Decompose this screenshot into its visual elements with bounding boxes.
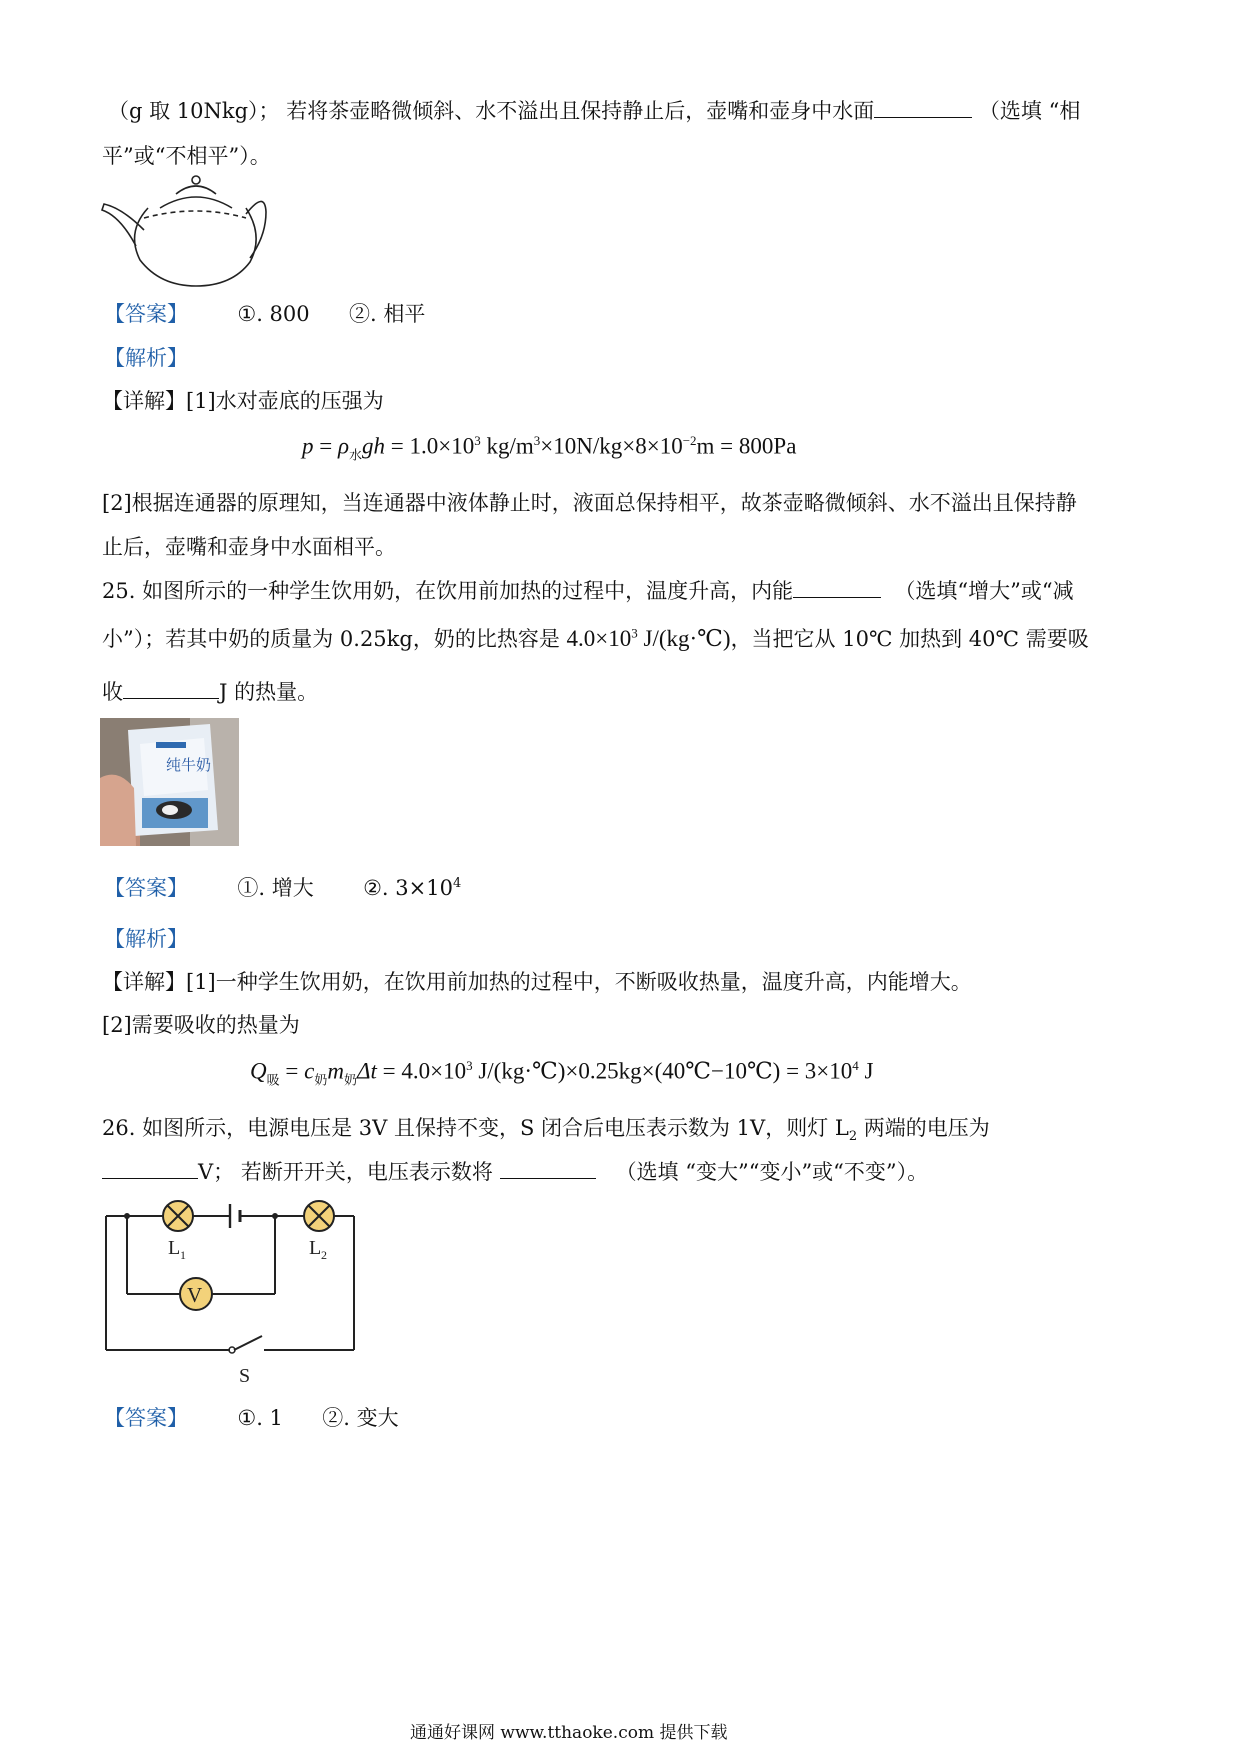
formula-c-sub: 奶 <box>314 1072 328 1088</box>
formula-part-c: ×10N/kg×8×10 <box>540 433 683 459</box>
formula-exp-3: 3 <box>474 433 481 448</box>
q26-line2-b: （选填 “变大”“变小”或“不变”）。 <box>615 1160 929 1184</box>
q24-detail-2-line1: [2]根据连通器的原理知，当连通器中液体静止时，液面总保持相平，故茶壶略微倾斜、水不溢出且保持静 <box>102 491 1077 515</box>
q26-answer-tag: 【答案】 <box>104 1406 188 1430</box>
formula-exp-3-2: 3 <box>466 1058 473 1073</box>
formula-dt: Δt <box>357 1058 377 1084</box>
q25-detail-1: 【详解】[1]一种学生饮用奶，在饮用前加热的过程中，不断吸收热量，温度升高，内能增大。 <box>102 970 972 994</box>
q26-line1: 26. 如图所示，电源电压是 3V 且保持不变，S 闭合后电压表示数为 1V，则灯 L <box>102 1116 849 1140</box>
q25-answer-tag: 【答案】 <box>104 876 188 900</box>
q24-answer-tag: 【答案】 <box>104 302 188 326</box>
lamp-l2 <box>304 1201 334 1231</box>
q26-blank-2 <box>500 1160 596 1179</box>
q25-question-line1 <box>102 575 1074 605</box>
formula-c: c <box>304 1058 315 1084</box>
formula-exp-3b: 3 <box>533 433 541 448</box>
q25-answer-2 <box>363 876 461 900</box>
q26-line2-a: V； 若断开开关，电压表示数将 <box>198 1160 493 1184</box>
q25-heat-exp: 3 <box>631 625 638 641</box>
q24-line1-end: （选填 “相 <box>978 99 1081 123</box>
q24-detail-2-line2: 止后，壶嘴和壶身中水面相平。 <box>102 535 396 559</box>
q25-line1-end: （选填“增大”或“减 <box>894 579 1074 603</box>
q24-line1-start: （g 取 10Nkg）； 若将茶壶略微倾斜、水不溢出且保持静止后，壶嘴和壶身中水面 <box>108 99 875 123</box>
l2-label: L <box>309 1237 322 1259</box>
q25-question-line2 <box>102 623 1089 653</box>
q25-blank-1 <box>793 579 881 598</box>
formula-rho-sub: 水 <box>349 447 363 463</box>
formula-gh: gh <box>362 433 386 459</box>
formula-part-a: = 1.0×10 <box>385 433 475 459</box>
q24-detail-1: 【详解】[1]水对壶底的压强为 <box>102 389 384 413</box>
q25-answer-2-base: ②. 3×10 <box>363 876 453 900</box>
milk-package-label: 纯牛奶 <box>166 756 212 774</box>
q24-analysis-tag: 【解析】 <box>104 346 188 370</box>
q24-blank-2 <box>874 99 972 118</box>
q25-answer-2-exp: 4 <box>452 876 462 891</box>
l2-label-sub: 2 <box>321 1248 327 1262</box>
q25-blank-2 <box>123 680 219 699</box>
formula-q: Q <box>250 1058 267 1084</box>
formula-part-a-2: = 4.0×10 <box>376 1058 467 1084</box>
formula-part-c-2: J <box>858 1058 874 1084</box>
q26-answer-2: ②. 变大 <box>322 1406 399 1430</box>
formula-m: m <box>327 1058 344 1084</box>
q25-detail-2: [2]需要吸收的热量为 <box>102 1013 300 1037</box>
q25-line2-a: 小”）；若其中奶的质量为 0.25kg，奶的比热容是 <box>102 627 567 651</box>
q26-blank-1 <box>102 1160 198 1179</box>
circuit-diagram <box>100 1196 362 1392</box>
q25-heat-formula <box>250 1058 873 1088</box>
l1-label-sub: 1 <box>180 1248 186 1262</box>
formula-eq: = <box>313 433 338 459</box>
q24-answer-2: ②. 相平 <box>349 302 426 326</box>
q25-line3-a: 收 <box>102 680 123 704</box>
q25-answer-1: ①. 增大 <box>237 876 314 900</box>
formula-m-sub: 奶 <box>343 1072 357 1088</box>
formula-p: p <box>302 433 314 459</box>
q25-question-line3 <box>102 676 318 706</box>
q26-question-line1 <box>102 1112 990 1144</box>
formula-eq-2: = <box>279 1058 305 1084</box>
switch-label: S <box>239 1365 251 1387</box>
q26-answer-1: ①. 1 <box>237 1406 283 1430</box>
formula-part-b-2: J/(kg·℃)×0.25kg×(40℃−10℃) = 3×10 <box>472 1058 853 1084</box>
voltmeter-label: V <box>187 1283 203 1307</box>
l1-label: L <box>168 1237 181 1259</box>
formula-exp-4: 4 <box>852 1058 859 1073</box>
page-footer: 通通好课网 www.tthaoke.com 提供下载 <box>410 1723 728 1743</box>
q25-line2-b: ，当把它从 10℃ 加热到 40℃ 需要吸 <box>730 627 1089 651</box>
q24-pressure-formula <box>302 433 796 463</box>
milk-photo <box>100 718 239 846</box>
formula-q-sub: 吸 <box>266 1072 280 1088</box>
formula-exp-m2: −2 <box>682 433 697 448</box>
formula-rho: ρ <box>337 433 350 459</box>
q25-line1-start: 25. 如图所示的一种学生饮用奶，在饮用前加热的过程中，温度升高，内能 <box>102 579 794 603</box>
q25-heat-unit: J/(kg·℃) <box>637 626 731 651</box>
q24-text-line2: 平”或“不相平”）。 <box>102 144 271 168</box>
q26-line1-end: 两端的电压为 <box>857 1116 990 1140</box>
q24-text-line1 <box>108 95 1080 125</box>
q25-line3-b: J 的热量。 <box>219 680 319 704</box>
q25-specific-heat <box>567 626 731 651</box>
lamp-l1 <box>163 1201 193 1231</box>
q25-analysis-tag: 【解析】 <box>104 927 188 951</box>
formula-part-d: m = 800Pa <box>696 433 797 459</box>
q25-heat-value: 4.0×10 <box>566 626 632 651</box>
q24-answer-1: ①. 800 <box>237 302 310 326</box>
q26-line1-sub: 2 <box>848 1129 858 1145</box>
q26-question-line2 <box>102 1156 928 1186</box>
teapot-figure <box>100 172 270 290</box>
formula-part-b: kg/m <box>480 433 534 459</box>
